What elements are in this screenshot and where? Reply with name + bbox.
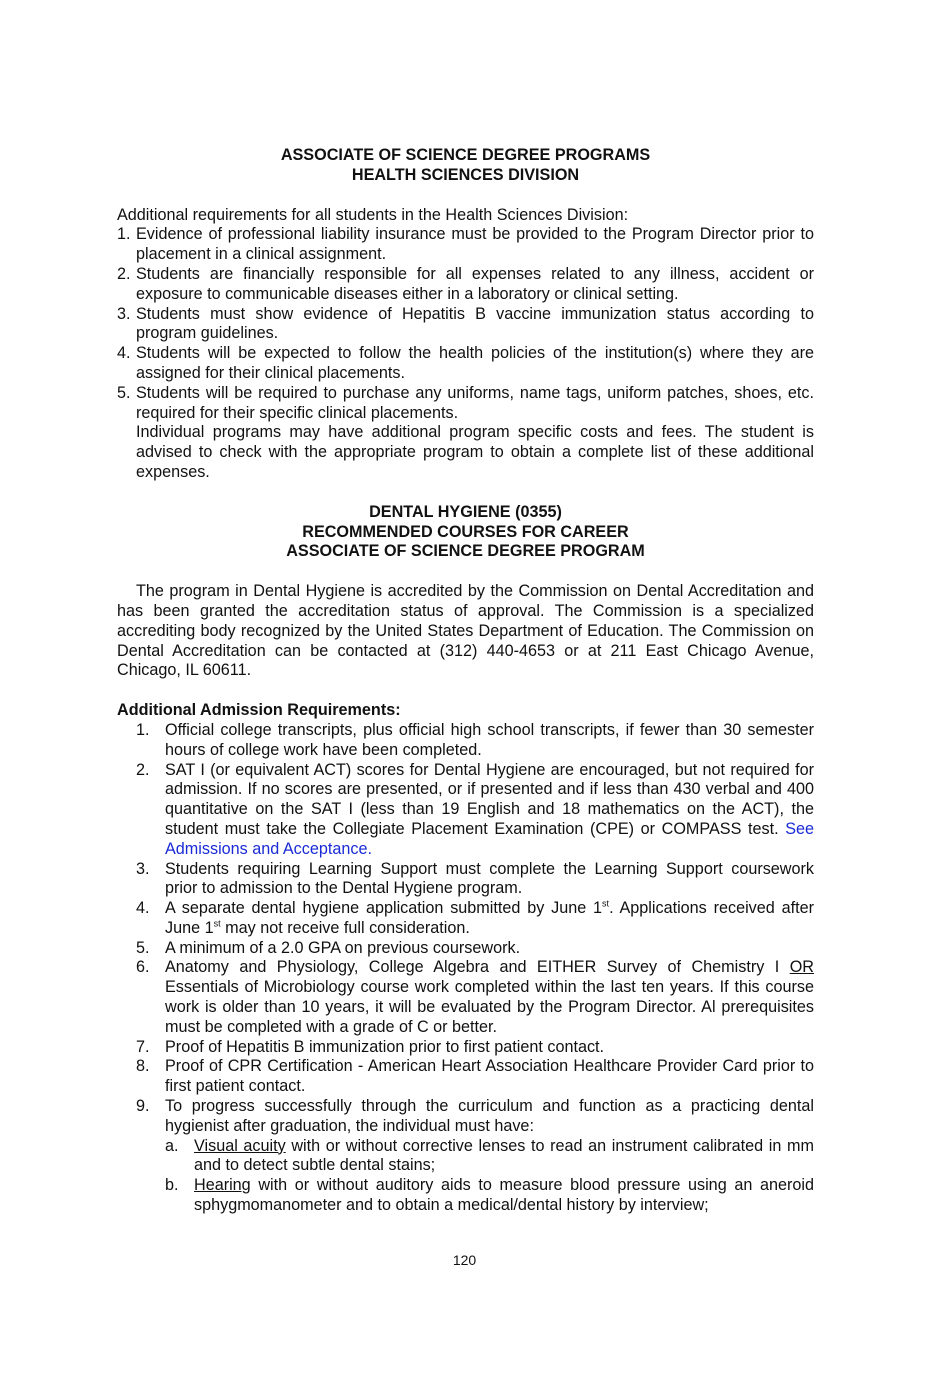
admissions-link[interactable]: See Admissions and Acceptance. [165,819,814,858]
additional-costs-note: Individual programs may have additional program specific costs and fees. The student is advised to check with the appropriate program to obtain a complete list of these additional expenses. [136,423,814,481]
document-page [117,146,814,1216]
general-intro: Additional requirements for all students in the Health Sciences Division: [117,205,629,224]
admission-heading: Additional Admission Requirements: [117,701,401,720]
list-item: 3. Students requiring Learning Support must complete the Learning Support coursework prior to admission to the Dental Hygiene program. [136,859,814,898]
program-subtitle-1: RECOMMENDED COURSES FOR CAREER [302,522,629,541]
list-item: 6. Anatomy and Physiology, College Algebra and EITHER Survey of Chemistry I OR Essentials of Microbiology course work completed within the last ten years. If this course work is older than 10 years, it will be evaluated by the Program Director. Al prerequisites must be completed with a grade of C or better. [136,958,814,1036]
list-item: 2. SAT I (or equivalent ACT) scores for Dental Hygiene are encouraged, but not required for admission. If no scores are presented, or if presented and if less than 430 verbal and 400 quantitative on the SAT I (less than 19 English and 18 mathematics on the ACT), the student must take the Collegiate Placement Examination (CPE) or COMPASS test. See Admissions and Acceptance. [136,760,814,858]
list-item: 7. Proof of Hepatitis B immunization prior to first patient contact. [136,1037,605,1056]
list-item: 1. Official college transcripts, plus official high school transcripts, if fewer than 30 semester hours of college work have been completed. [136,720,814,759]
list-item: 5. Students will be required to purchase any uniforms, name tags, uniform patches, shoes, etc. required for their specific clinical placements. [117,383,814,422]
list-item: 1. Evidence of professional liability insurance must be provided to the Program Director prior to placement in a clinical assignment. [117,225,814,264]
list-item: a. Visual acuity with or without corrective lenses to read an instrument calibrated in mm and to detect subtle dental stains; [165,1136,814,1175]
list-item: b. Hearing with or without auditory aids to measure blood pressure using an aneroid sphygmomanometer and to obtain a medical/dental history by interview; [165,1176,814,1215]
program-description: The program in Dental Hygiene is accredited by the Commission on Dental Accreditation and has been granted the accreditation status of approval. The Commission is a specialized accrediting body recognized by the United States Department of Education. The Commission on Dental Accreditation can be contacted at (312) 440-4653 or at 211 East Chicago Avenue, Chicago, IL 60611. [117,582,814,680]
division-heading [117,146,814,186]
page-number: 120 [452,1252,477,1268]
program-heading [117,503,814,562]
list-item: 3. Students must show evidence of Hepatitis B vaccine immunization status according to program guidelines. [117,304,814,343]
heading-line-2: HEALTH SCIENCES DIVISION [351,165,580,184]
list-item: 8. Proof of CPR Certification - American Heart Association Healthcare Provider Card prior to first patient contact. [136,1057,814,1096]
heading-line-1: ASSOCIATE OF SCIENCE DEGREE PROGRAMS [280,146,651,164]
list-item: 5. A minimum of a 2.0 GPA on previous coursework. [136,938,521,957]
list-item: 4. A separate dental hygiene application submitted by June 1st. Applications received after June 1st may not receive full consideration. [136,898,814,937]
admission-requirements-list [117,721,814,1216]
list-item: 4. Students will be expected to follow the health policies of the institution(s) where they are assigned for their clinical placements. [117,344,814,382]
list-item: 9. To progress successfully through the curriculum and function as a practicing dental hygienist after graduation, the individual must have: a. Visual acuity with or without corrective lenses to read an instrument calibrated in mm and to detect subtle dental stains; b. Hearing with or without auditory aids to measure blood pressure using an aneroid sphygmomanometer and to obtain a medical/dental history by interview; [136,1097,814,1215]
program-subtitle-2: ASSOCIATE OF SCIENCE DEGREE PROGRAM [286,542,645,561]
general-requirements-list [117,225,814,423]
list-item: 2. Students are financially responsible for all expenses related to any illness, accident or exposure to communicable diseases either in a laboratory or clinical setting. [117,264,814,303]
program-title: DENTAL HYGIENE (0355) [369,502,562,521]
physical-requirements-list [165,1137,814,1216]
